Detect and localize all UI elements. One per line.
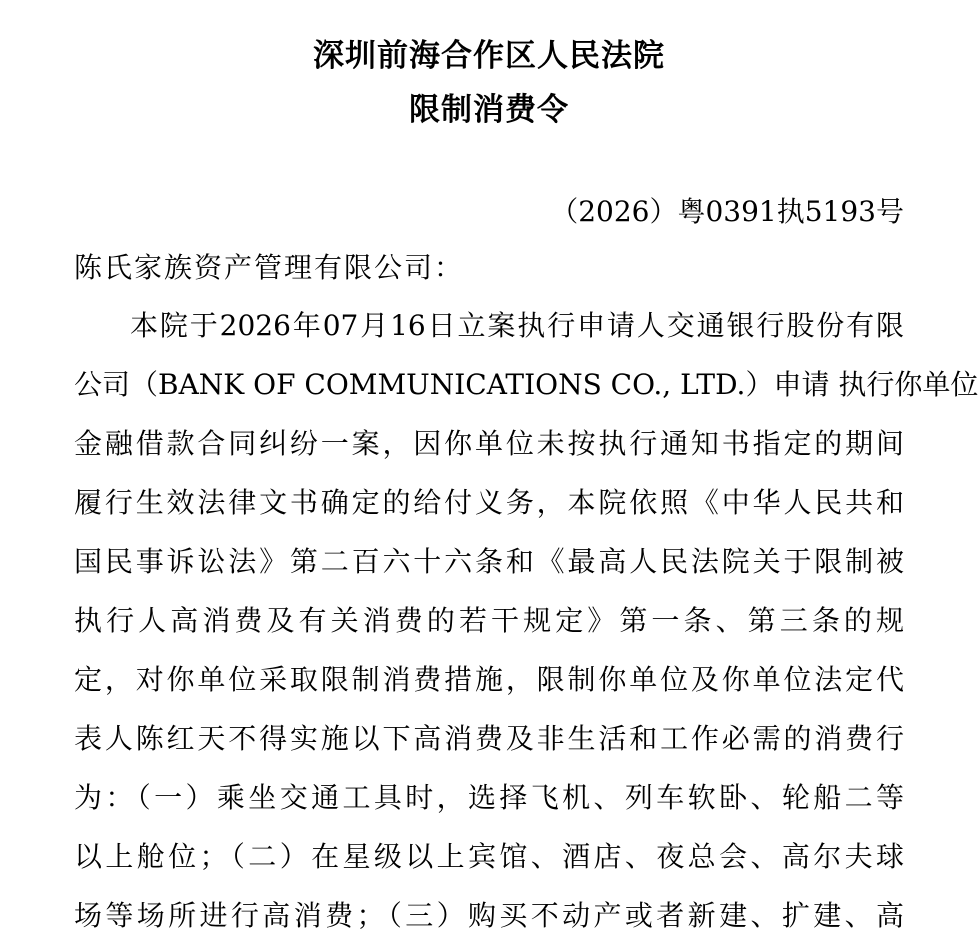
body-line-6: 执行人高消费及有关消费的若干规定》第一条、第三条的规 — [74, 604, 904, 637]
body-line-5: 国民事诉讼法》第二百六十六条和《最高人民法院关于限制被 — [74, 545, 904, 578]
body-line-9: 为：（一）乘坐交通工具时，选择飞机、列车软卧、轮船二等 — [74, 781, 904, 814]
addressee: 陈氏家族资产管理有限公司： — [74, 251, 465, 284]
body-line-7: 定，对你单位采取限制消费措施，限制你单位及你单位法定代 — [74, 663, 904, 696]
body-line-10: 以上舱位；（二）在星级以上宾馆、酒店、夜总会、高尔夫球 — [74, 840, 904, 873]
court-name-heading: 深圳前海合作区人民法院 — [313, 38, 665, 74]
body-line-1: 本院于2026年07月16日立案执行申请人交通银行股份有限 — [130, 309, 904, 342]
body-line-4: 履行生效法律文书确定的给付义务，本院依照《中华人民共和 — [74, 486, 904, 519]
case-number: （2026）粤0391执5193号 — [550, 195, 904, 228]
body-line-3: 金融借款合同纠纷一案，因你单位未按执行通知书指定的期间 — [74, 427, 904, 460]
body-line-11: 场等场所进行高消费；（三）购买不动产或者新建、扩建、高 — [74, 899, 904, 932]
body-line-8: 表人陈红天不得实施以下高消费及非生活和工作必需的消费行 — [74, 722, 904, 755]
document-type-heading: 限制消费令 — [409, 92, 569, 128]
body-line-2: 公司（BANK OF COMMUNICATIONS CO., LTD.）申请 执行你单位 — [74, 368, 978, 401]
